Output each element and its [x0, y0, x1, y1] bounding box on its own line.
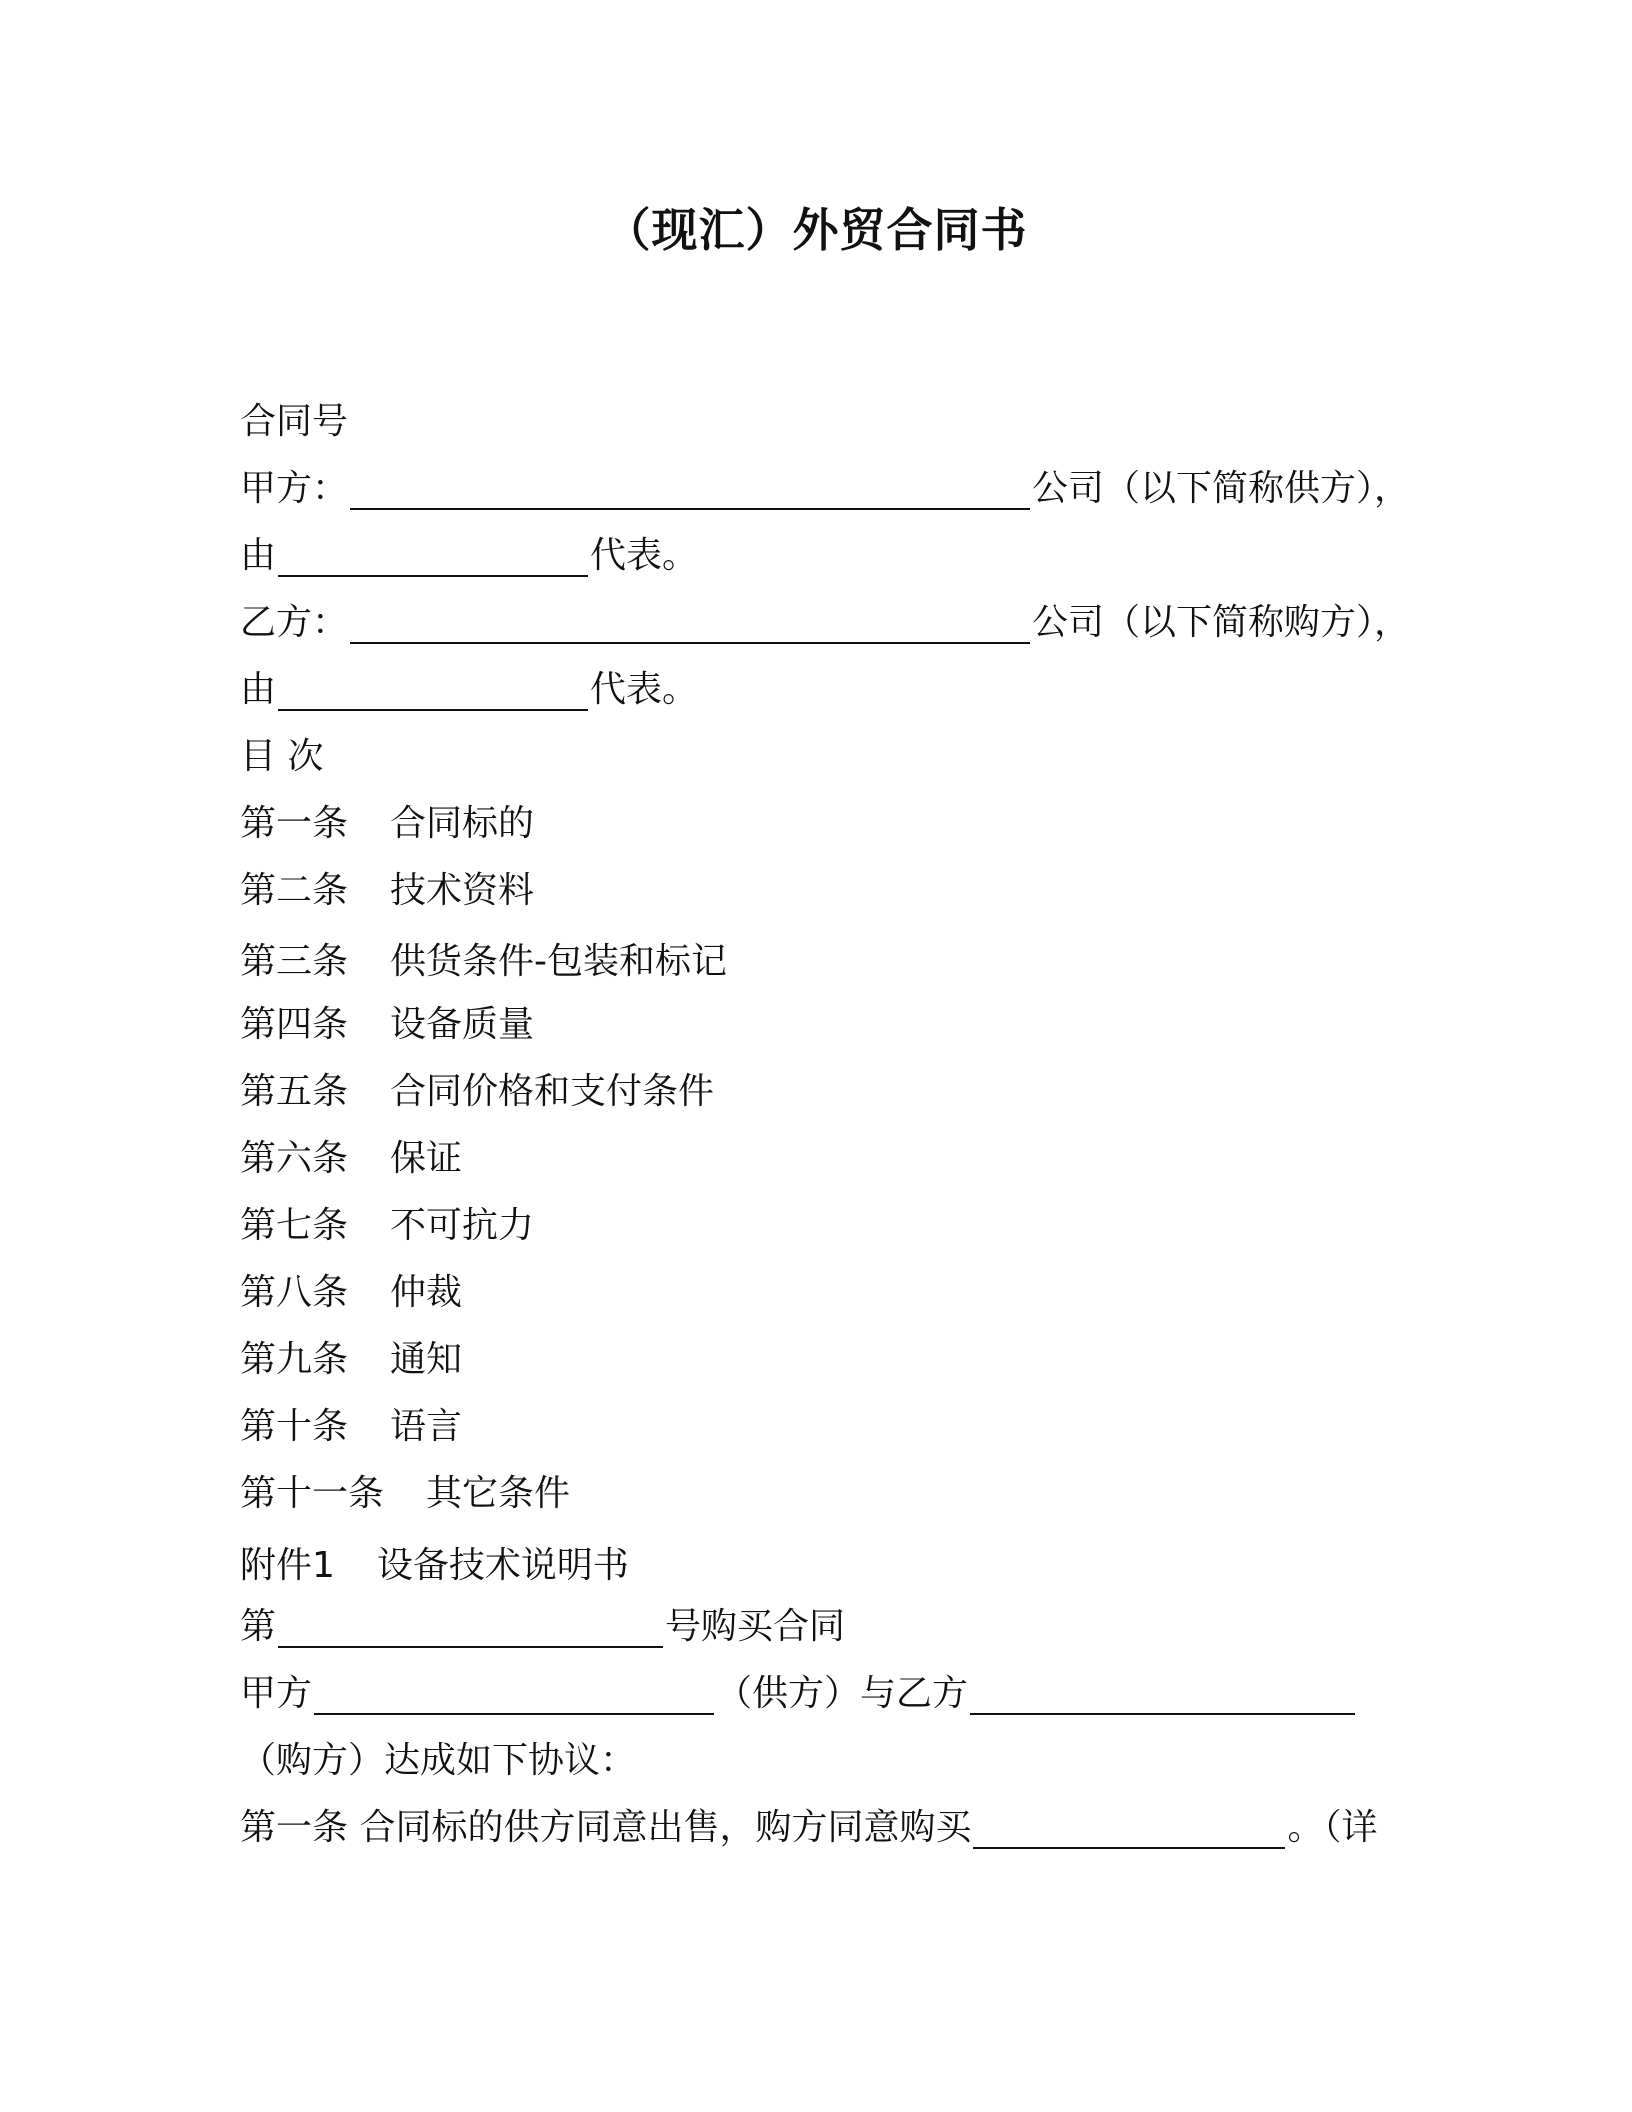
toc-item [240, 1268, 462, 1318]
toc-item [240, 1134, 462, 1184]
contract-number-label: 合同号 [240, 401, 349, 442]
party-b-line [240, 598, 1410, 648]
party-b-rep-line [240, 665, 698, 715]
article-one-line [240, 1803, 1377, 1853]
party-a-rep-prefix: 由 [240, 535, 277, 576]
party-b-rep-blank[interactable] [278, 665, 588, 711]
toc-item-number: 附件1 [240, 1545, 335, 1586]
toc-item-number: 第八条 [240, 1272, 349, 1313]
toc-item-title: 仲裁 [390, 1272, 463, 1313]
party-a-rep-blank[interactable] [278, 531, 588, 577]
toc-item-number: 第六条 [240, 1138, 349, 1179]
party-b-suffix: 公司（以下简称购方）， [1032, 602, 1411, 643]
toc-item [240, 1000, 534, 1050]
toc-item-title: 保证 [390, 1138, 463, 1179]
agreement-line: （购方）达成如下协议： [240, 1740, 637, 1781]
toc-item-title: 设备质量 [390, 1004, 535, 1045]
article-one-prefix: 第一条 合同标的供方同意出售，购方同意购买 [240, 1807, 972, 1848]
contract-number-blank[interactable] [278, 1602, 663, 1648]
toc-item-number: 第七条 [240, 1205, 349, 1246]
party-b-rep-prefix: 由 [240, 669, 277, 710]
toc-item-title: 设备技术说明书 [376, 1545, 629, 1586]
toc-item-title: 技术资料 [390, 870, 535, 911]
party-b-label: 乙方： [240, 602, 349, 643]
toc-item-number: 第十条 [240, 1406, 349, 1447]
party-a-name-blank[interactable] [314, 1669, 714, 1715]
document-title: （现汇）外贸合同书 [604, 203, 1028, 257]
toc-heading: 目 次 [240, 736, 324, 777]
toc-item-number: 第九条 [240, 1339, 349, 1380]
toc-item-title: 其它条件 [426, 1473, 571, 1514]
party-a-suffix: 公司（以下简称供方）， [1032, 468, 1411, 509]
toc-item-number: 第二条 [240, 870, 349, 911]
parties-party-a: 甲方 [240, 1673, 313, 1714]
toc-item-title: 语言 [390, 1406, 463, 1447]
toc-item-number: 第四条 [240, 1004, 349, 1045]
party-b-company-blank[interactable] [350, 598, 1030, 644]
toc-item-title: 通知 [390, 1339, 463, 1380]
toc-item-number: 第十一条 [240, 1473, 385, 1514]
purchase-prefix: 第 [240, 1606, 277, 1647]
purchase-contract-line [240, 1602, 845, 1652]
toc-item [240, 1335, 462, 1385]
toc-item-title: 不可抗力 [390, 1205, 535, 1246]
party-a-label: 甲方： [240, 468, 349, 509]
party-a-rep-suffix: 代表。 [590, 535, 699, 576]
purchase-item-blank[interactable] [973, 1803, 1285, 1849]
toc-item [240, 1469, 570, 1519]
party-a-company-blank[interactable] [350, 464, 1030, 510]
toc-item-number: 第一条 [240, 803, 349, 844]
parties-supplier: （供方）与乙方 [716, 1673, 969, 1714]
toc-item-title: 合同标的 [390, 803, 535, 844]
toc-item [240, 799, 534, 849]
toc-item [240, 1541, 629, 1591]
party-a-line [240, 464, 1410, 514]
parties-line [240, 1669, 1357, 1719]
toc-item [240, 866, 534, 916]
party-a-rep-line [240, 531, 698, 581]
party-b-rep-suffix: 代表。 [590, 669, 699, 710]
toc-item [240, 1402, 462, 1452]
toc-item [240, 937, 727, 987]
toc-item-title: 合同价格和支付条件 [390, 1071, 715, 1112]
toc-item-title: 供货条件-包装和标记 [390, 941, 728, 982]
toc-item-number: 第五条 [240, 1071, 349, 1112]
purchase-suffix: 号购买合同 [665, 1606, 846, 1647]
article-one-suffix: 。（详 [1287, 1807, 1378, 1848]
toc-item [240, 1067, 714, 1117]
toc-item [240, 1201, 534, 1251]
toc-item-number: 第三条 [240, 941, 349, 982]
party-b-name-blank[interactable] [970, 1669, 1355, 1715]
